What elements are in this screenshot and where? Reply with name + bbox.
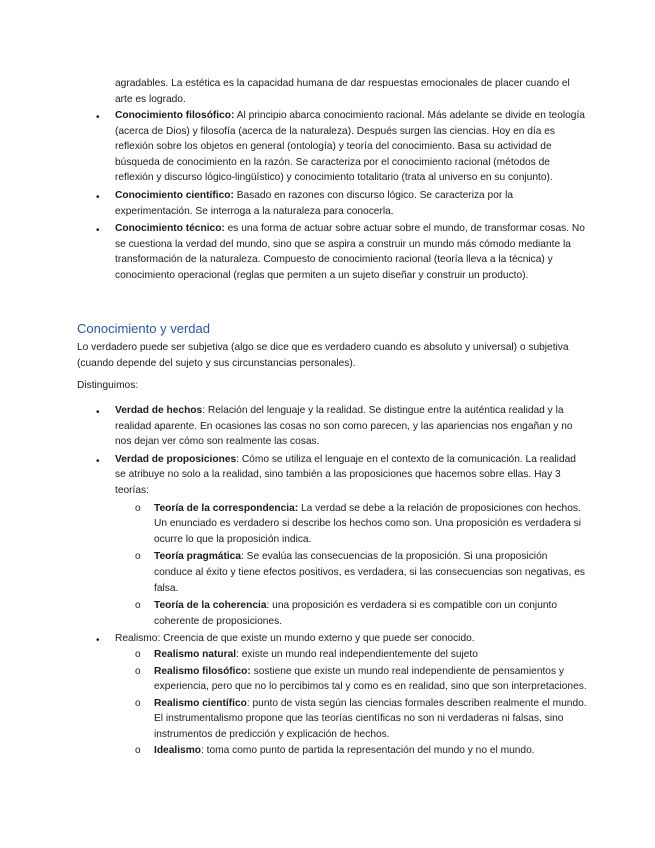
item-text: : Cómo se utiliza el lenguaje en el contexto de la comunicación. La realidad se atribuye no solo a la realidad, sino también a las proposiciones que hacemos sobre ellas. Hay 3 teorías: [115, 453, 576, 496]
item-term: Teoría de la coherencia [154, 600, 267, 612]
item-term: Idealismo [154, 745, 201, 757]
list-item [0, 403, 587, 450]
list-item [0, 108, 587, 186]
item-term: Conocimiento filosófico: [115, 110, 235, 121]
sub-bullet-icon: o [135, 600, 141, 612]
theory-item [0, 501, 587, 548]
item-text: : una proposición es verdadera si es compatible con un conjunto coherente de proposiciones. [154, 600, 558, 627]
list-item [0, 221, 587, 283]
item-text: : toma como punto de partida la representación del mundo y no el mundo. [201, 745, 535, 757]
sub-bullet-icon: o [135, 551, 141, 563]
realismo-text: Realismo: Creencia de que existe un mundo externo y que puede ser conocido. [115, 633, 475, 645]
bullet-icon: • [96, 225, 100, 237]
realismo-item [0, 664, 587, 695]
item-term: Conocimiento científico: [115, 189, 234, 201]
item-text: : punto de vista según las ciencias formales describen realmente el mundo. El instrumentalismo propone que las teorías científicas no son ni verdaderas ni falsas, sino instrumentos de predicción y explicación de hechos. [154, 697, 587, 740]
item-term: Realismo filosófico: [154, 665, 251, 677]
truth-list [0, 403, 587, 759]
item-text: La verdad se debe a la relación de proposiciones con hechos. Un enunciado es verdadero si describe los hechos como son. Una proposición es verdadera si ocurre lo que la proposición indica. [154, 502, 581, 545]
bullet-icon: • [96, 635, 100, 647]
intro-continuation: agradables. La estética es la capacidad humana de dar respuestas emocionales de placer cuando el arte es logrado. [115, 78, 570, 105]
theory-item [0, 549, 587, 596]
item-term: Teoría pragmática [154, 551, 242, 563]
list-item [0, 452, 587, 499]
item-term: Verdad de proposiciones [115, 453, 237, 465]
bullet-icon: • [96, 455, 100, 467]
item-text: : existe un mundo real independientemente del sujeto [236, 648, 478, 660]
sub-bullet-icon: o [135, 502, 141, 514]
list-item [0, 188, 587, 219]
item-text: : Relación del lenguaje y la realidad. Se distingue entre la auténtica realidad y la realidad aparente. En ocasiones las cosas no son como parecen, y las apariencias nos engañan y no nos dejan ver cómo son realmente las cosas. [115, 405, 573, 448]
sub-bullet-icon: o [135, 648, 141, 660]
item-term: Verdad de hechos [115, 405, 203, 416]
bullet-icon: • [96, 191, 100, 203]
sub-bullet-icon: o [135, 745, 141, 757]
item-text: Basado en razones con discurso lógico. Se caracteriza por la experimentación. Se interroga a la naturaleza para conocerla. [115, 189, 514, 217]
sub-bullet-icon: o [135, 697, 141, 709]
distinguimos-label: Distinguimos: [77, 380, 139, 391]
item-term: Teoría de la correspondencia: [154, 502, 299, 514]
item-term: Realismo natural [154, 648, 237, 660]
realismo-item [0, 696, 587, 743]
item-term: Realismo científico [154, 697, 247, 709]
item-text: es una forma de actuar sobre actuar sobre el mundo, de transformar cosas. No se cuestiona la verdad del mundo, sino que se aspira a construir un mundo más cómodo mediante la transformación de la naturaleza. Compuesto de conocimiento racional (teoría lleva a la técnica) y conocimiento operacional (reglas que permiten a un sujeto diseñar y construir un producto). [115, 223, 585, 281]
bullet-icon: • [96, 112, 100, 123]
theory-item [0, 598, 587, 629]
list-item [0, 631, 587, 647]
item-text: Al principio abarca conocimiento racional. Más adelante se divide en teología (acerca de Dios) y filosofía (acerca de la naturaleza). Después surgen las ciencias. Hoy en día es reflexión sobre los objetos en general (ontología) y teoría del conocimiento. Basa su actividad de búsqueda de conocimiento en la razón. Se caracteriza por el conocimiento racional (métodos de reflexión y discurso lógico-lingüístico) y conocimiento totalitario (trata al universo en su conjunto). [115, 110, 585, 184]
realismo-item [0, 647, 587, 663]
knowledge-list [0, 108, 587, 284]
section-heading: Conocimiento y verdad [77, 321, 210, 336]
item-term: Conocimiento técnico: [115, 223, 225, 235]
section-intro: Lo verdadero puede ser subjetiva (algo se dice que es verdadero cuando es absoluto y universal) o subjetiva (cuando depende del sujeto y sus circunstancias personales). [77, 342, 569, 369]
realismo-item [0, 743, 587, 759]
bullet-icon: • [96, 407, 100, 418]
item-text: : Se evalúa las consecuencias de la proposición. Si una proposición conduce al éxito y tiene efectos positivos, es verdadera, si las consecuencias son negativas, es falsa. [154, 551, 585, 594]
item-text: sostiene que existe un mundo real independiente de pensamientos y experiencia, pero que no lo percibimos tal y como es en realidad, sino que son interpretaciones. [154, 665, 587, 693]
sub-bullet-icon: o [135, 665, 141, 677]
